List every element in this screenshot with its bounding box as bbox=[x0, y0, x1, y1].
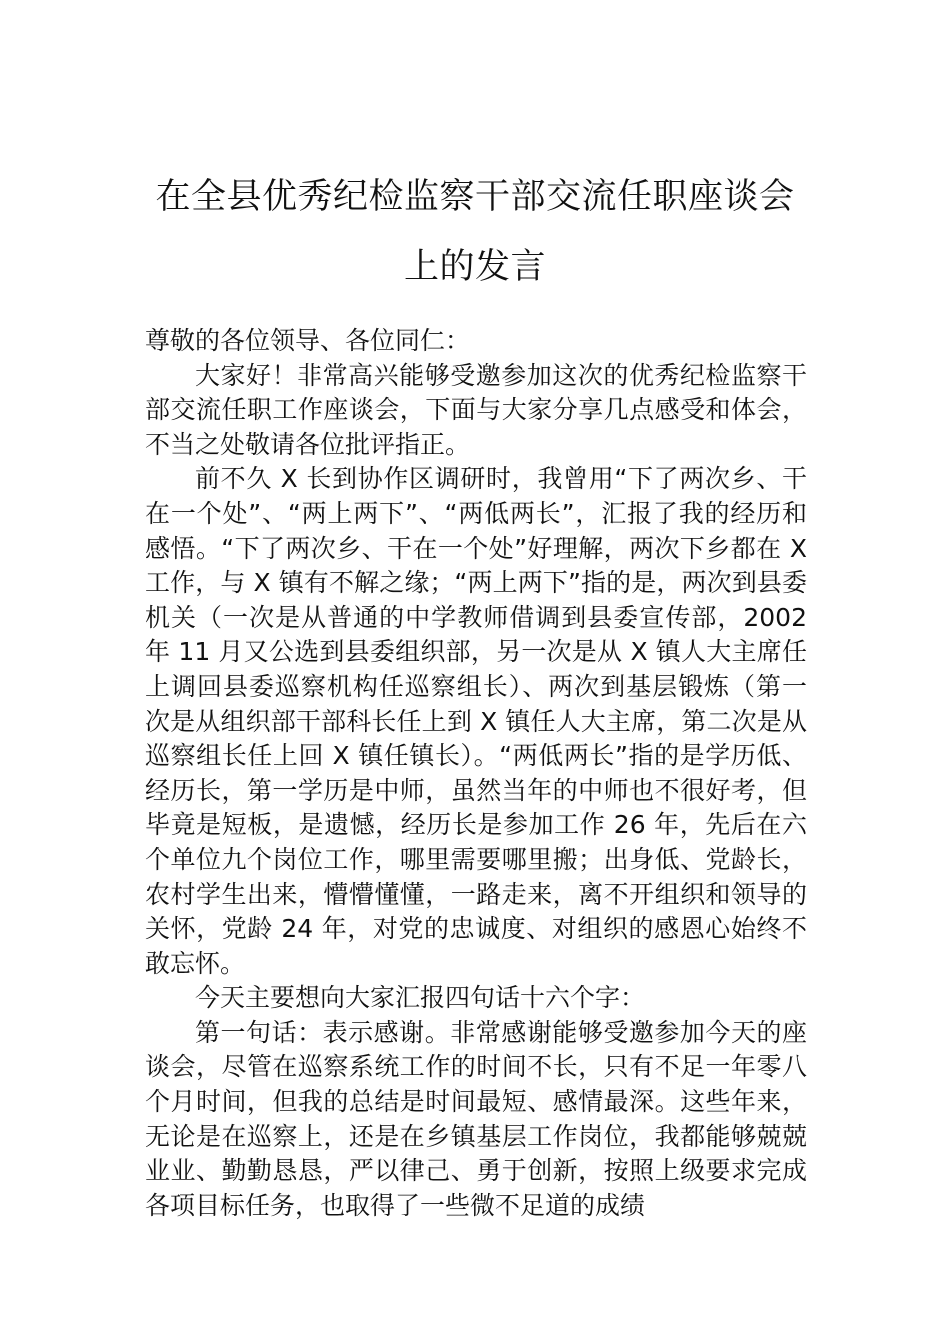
document-title: 在全县优秀纪检监察干部交流任职座谈会上的发言 bbox=[155, 177, 795, 287]
salutation: 尊敬的各位领导、各位同仁： bbox=[145, 326, 471, 355]
document-body bbox=[145, 324, 807, 1223]
paragraph-first-point: 第一句话：表示感谢。非常感谢能够受邀参加今天的座谈会，尽管在巡察系统工作的时间不长，只有不足一年零八个月时间，但我的总结是时间最短、感情最深。这些年来，无论是在巡察上，还是在乡镇基层工作岗位，我都能够兢兢业业、勤勤恳恳，严以律己、勇于创新，按照上级要求完成各项目标任务，也取得了一些微不足道的成绩 bbox=[145, 1017, 807, 1220]
paragraph-outline: 今天主要想向大家汇报四句话十六个字： bbox=[195, 983, 646, 1013]
paragraph-experience: 前不久 X 长到协作区调研时，我曾用“下了两次乡、干在一个处”、“两上两下”、“两低两长”，汇报了我的经历和感悟。“下了两次乡、干在一个处”好理解，两次下乡都在 X 工作，与 X 镇有不解之缘；“两上两下”指的是，两次到县委机关（一次是从普通的中学教师借调到县委宣传部，2002 年 11 月又公选到县委组织部，另一次是从 X 镇人大主席任上调回县委巡察机构任巡察组长）、两次到基层锻炼（第一次是从组织部干部科长任上到 X 镇任人大主席，第二次是从巡察组长任上回 X 镇任镇长）。“两低两长”指的是学历低、经历长，第一学历是中师，虽然当年的中师也不很好考，但毕竟是短板，是遗憾，经历长是参加工作 26 年，先后在六个单位九个岗位工作，哪里需要哪里搬；出身低、党龄长，农村学生出来，懵懵懂懂，一路走来，离不开组织和领导的关怀，党龄 24 年，对党的忠诚度、对组织的感恩心始终不敢忘怀。 bbox=[145, 464, 807, 978]
paragraph-greeting: 大家好！非常高兴能够受邀参加这次的优秀纪检监察干部交流任职工作座谈会，下面与大家分享几点感受和体会，不当之处敬请各位批评指正。 bbox=[145, 360, 807, 459]
